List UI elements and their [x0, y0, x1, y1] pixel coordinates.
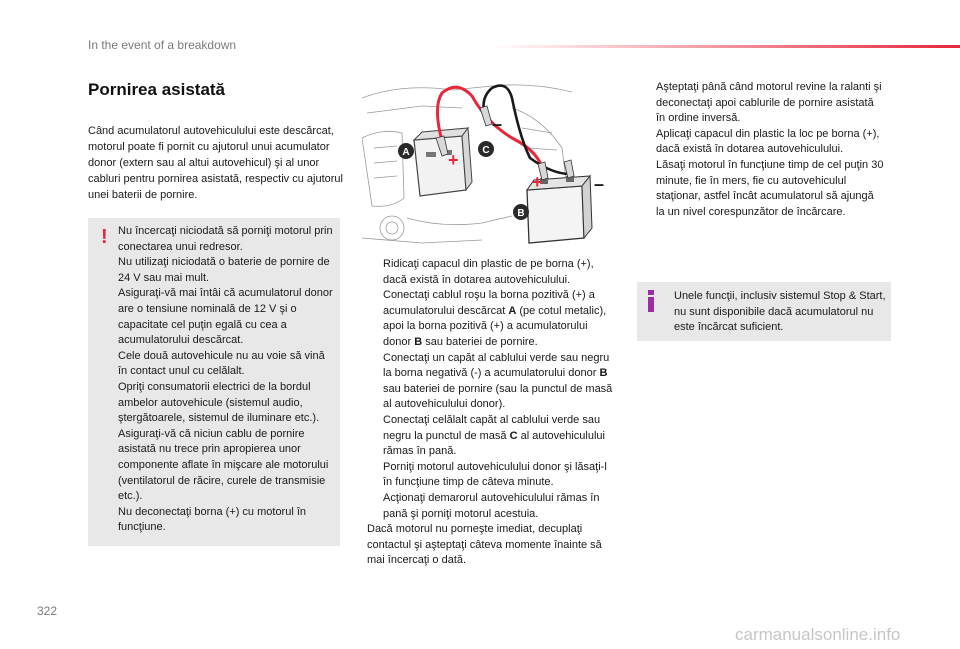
svg-text:A: A [402, 147, 410, 158]
warning-exclamation-icon: ! [101, 226, 108, 248]
step-item [367, 460, 617, 491]
info-text: Unele funcţii, inclusiv sistemul Stop & Start, nu sunt disponibile dacă acumulatorul nu este încărcat suficient. [674, 290, 886, 334]
watermark: carmanualsonline.info [735, 625, 901, 644]
step-item [367, 413, 617, 460]
step-text: Porniţi motorul autovehiculului donor şi lăsaţi-l în funcţiune timp de câteva minute. [383, 460, 607, 489]
step-text: Acţionaţi demarorul autovehiculului rămas în pană şi porniţi motorul acestuia. [383, 491, 600, 520]
svg-text:B: B [517, 208, 525, 219]
warning-line: Nu încercaţi niciodată să porniţi motorul prin conectarea unui redresor. [118, 225, 333, 253]
step-item [367, 351, 617, 413]
step-text: Lăsaţi motorul în funcţiune timp de cel puţin 30 minute, fie în mers, fie cu autovehiculul staţionar, astfel încât acumulatorul să ajungă la un nivel corespunzător de încărcare. [656, 158, 884, 218]
step-text: Ridicaţi capacul din plastic de pe borna (+), dacă există în dotarea autovehiculului. [383, 258, 594, 286]
ref-label: B [599, 367, 608, 380]
info-box [637, 282, 891, 341]
warning-line: Nu utilizaţi niciodată o baterie de pornire de 24 V sau mai mult. [118, 256, 330, 284]
warning-line: Asiguraţi-vă mai întâi că acumulatorul donor are o tensiune nominală de 12 V şi o capacitate cel puţin egală cu cea a acumulatorului descărcat. [118, 287, 333, 347]
label-a [398, 143, 414, 159]
jump-start-illustration [362, 78, 610, 250]
header-accent-line [490, 45, 960, 48]
step-item [640, 127, 885, 158]
retry-note: Dacă motorul nu porneşte imediat, decuplaţi contactul şi aşteptaţi câteva momente înainte să mai încercaţi o dată. [367, 523, 602, 567]
label-b [513, 204, 529, 220]
step-item [640, 158, 885, 220]
minus-sign-b: – [594, 174, 605, 194]
step-item [367, 491, 617, 522]
warning-line: Nu deconectaţi borna (+) cu motorul în funcţiune. [118, 505, 307, 534]
step-item [640, 80, 885, 127]
info-icon [648, 290, 654, 312]
warning-text [118, 224, 333, 536]
step-text: (pe cotul metalic), apoi la borna pozitivă (+) a acumulatorului donor [383, 304, 607, 348]
step-item [367, 257, 617, 288]
minus-sign-c: – [492, 114, 503, 134]
intro-paragraph: Când acumulatorul autovehiculului este descărcat, motorul poate fi pornit cu ajutorul unui acumulator donor (extern sau al altui autovehicul) şi al unor cabluri pentru pornirea asistată, respectiv cu ajutorul unei baterii de pornire. [88, 125, 343, 201]
plus-sign-a: + [448, 150, 459, 170]
svg-text:C: C [482, 145, 490, 156]
right-procedure-steps [640, 80, 885, 220]
step-item [367, 288, 617, 350]
warning-box [88, 218, 340, 546]
step-text: sau bateriei de pornire (sau la punctul de masă al autovehiculului donor). [383, 382, 613, 411]
warning-line: Opriţi consumatorii electrici de la bordul ambelor autovehicule (sistemul audio, ştergătoarele, sistemul de iluminare etc.). [118, 380, 320, 425]
ref-label: C [509, 429, 518, 442]
procedure-steps [367, 257, 617, 569]
label-c [478, 141, 494, 157]
step-text: Conectaţi cablul roşu la borna pozitivă (+) a acumulatorului descărcat [383, 289, 595, 317]
step-text: sau bateriei de pornire. [422, 335, 538, 348]
step-text: Aşteptaţi până când motorul revine la ralanti şi deconectaţi apoi cablurile de pornire asistată în ordine inversă. [656, 81, 882, 125]
plus-sign-b: + [532, 172, 543, 192]
page-title: Pornirea asistată [88, 80, 226, 99]
step-text: Conectaţi celălalt capăt al cablului verde sau negru la punctul de masă [383, 413, 601, 442]
step-text: Aplicaţi capacul din plastic la loc pe borna (+), dacă există în dotarea autovehiculului. [656, 127, 880, 156]
step-text: al autovehiculului rămas în pană. [383, 429, 605, 458]
section-header: In the event of a breakdown [88, 38, 237, 52]
page-number: 322 [37, 604, 58, 618]
warning-line: Asiguraţi-vă că niciun cablu de pornire asistată nu trece prin apropierea unor componente aflate în mişcare ale motorului (ventilatorul de răcire, curele de transmisie etc.). [118, 427, 329, 503]
warning-line: Cele două autovehicule nu au voie să vină în contact unul cu celălalt. [118, 349, 325, 378]
ref-label: B [414, 335, 423, 348]
ref-label: A [508, 304, 517, 317]
step-text: Conectaţi un capăt al cablului verde sau negru la borna negativă (-) a acumulatorului donor [383, 351, 610, 380]
